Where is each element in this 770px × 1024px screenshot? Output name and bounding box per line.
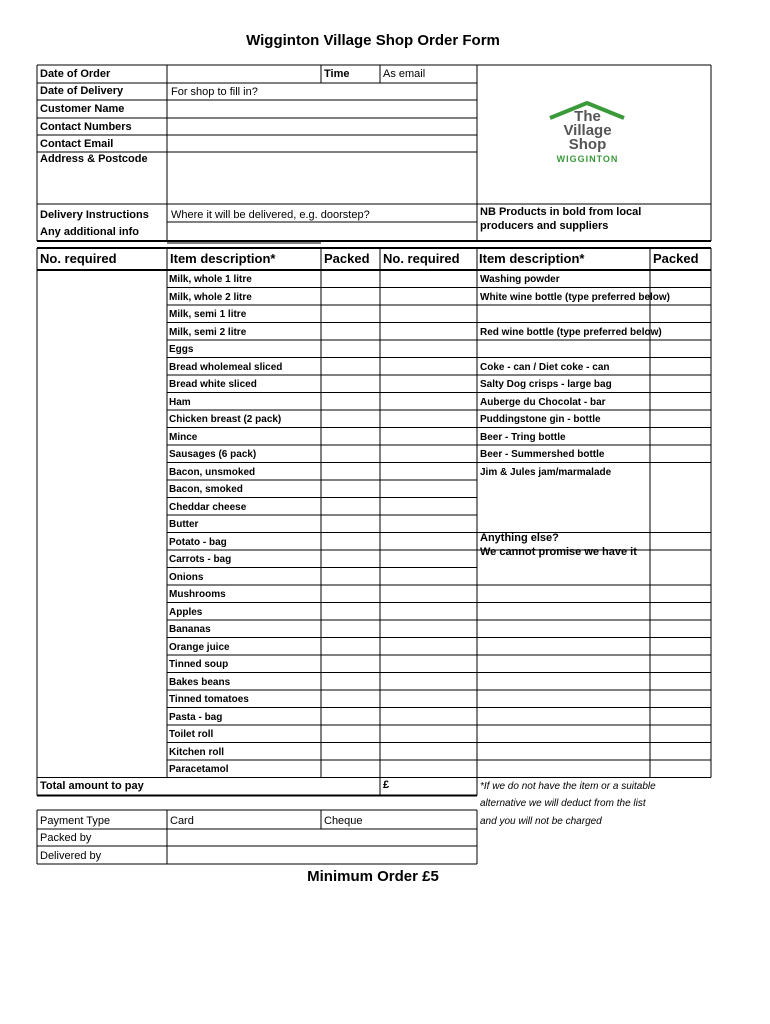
col-no-required: No. required: [40, 251, 117, 266]
label-packed-by: Packed by: [40, 832, 92, 844]
right-item-label: Red wine bottle (type preferred below): [480, 326, 662, 338]
right-item-label: Puddingstone gin - bottle: [480, 414, 601, 425]
left-item-label: Kitchen roll: [169, 746, 225, 758]
left-item-label: Mushrooms: [169, 589, 226, 600]
left-item-label: Milk, whole 2 litre: [169, 291, 252, 303]
footnote-line1: *If we do not have the item or a suitable: [480, 781, 656, 792]
right-item-label: Auberge du Chocolat - bar: [480, 396, 606, 408]
option-cheque[interactable]: Cheque: [324, 815, 363, 827]
left-item-label: Chicken breast (2 pack): [169, 414, 282, 425]
left-item-label: Butter: [169, 519, 199, 530]
date-of-order-field[interactable]: [169, 67, 323, 83]
as-email-value: As email: [383, 68, 426, 80]
anything-else-line2: We cannot promise we have it: [480, 546, 637, 558]
left-item-label: Eggs: [169, 344, 194, 355]
left-item-label: Bacon, smoked: [169, 484, 243, 495]
village-shop-logo: [540, 100, 635, 168]
left-item-label: Milk, semi 2 litre: [169, 326, 247, 338]
left-item-label: Orange juice: [169, 641, 230, 653]
right-item-label: Beer - Summershed bottle: [480, 449, 605, 460]
footnote-line2: alternative we will deduct from the list: [480, 798, 646, 809]
logo-shop: Shop: [568, 136, 607, 153]
anything-else-line1: Anything else?: [480, 532, 559, 544]
delivery-placeholder: Where it will be delivered, e.g. doorstep?: [171, 209, 370, 221]
label-payment-type: Payment Type: [40, 815, 111, 827]
right-item-label: Salty Dog crisps - large bag: [480, 379, 612, 390]
left-item-label: Bread wholemeal sliced: [169, 361, 283, 373]
contact-numbers-field[interactable]: [169, 120, 477, 136]
left-item-label: Milk, whole 1 litre: [169, 274, 252, 285]
label-contact-email: Contact Email: [40, 138, 114, 150]
right-item-label: Beer - Tring bottle: [480, 431, 566, 443]
right-item-label: White wine bottle (type preferred below): [480, 291, 671, 303]
col-item-description: Item description*: [170, 251, 276, 266]
label-contact-numbers: Contact Numbers: [40, 121, 132, 133]
right-item-label: Coke - can / Diet coke - can: [480, 361, 610, 373]
left-item-label: Bakes beans: [169, 676, 231, 688]
left-item-label: Paracetamol: [169, 764, 229, 775]
left-item-label: Sausages (6 pack): [169, 449, 257, 460]
left-item-label: Onions: [169, 571, 204, 583]
col-packed: Packed: [324, 251, 370, 266]
left-item-label: Bread white sliced: [169, 379, 257, 390]
left-item-label: Bananas: [169, 624, 211, 635]
label-time: Time: [324, 68, 350, 80]
left-item-label: Tinned tomatoes: [169, 694, 249, 705]
left-item-label: Potato - bag: [169, 536, 227, 548]
col-item-description-2: Item description*: [479, 251, 585, 266]
label-customer-name: Customer Name: [40, 103, 125, 115]
total-currency: £: [383, 779, 390, 791]
left-item-label: Bacon, unsmoked: [169, 466, 256, 478]
left-item-label: Tinned soup: [169, 659, 229, 670]
for-shop-note: For shop to fill in?: [171, 86, 258, 98]
left-item-label: Ham: [169, 396, 191, 408]
label-date-of-delivery: Date of Delivery: [40, 85, 124, 97]
left-item-label: Mince: [169, 431, 198, 443]
form-title: Wigginton Village Shop Order Form: [246, 32, 500, 49]
label-address-postcode: Address & Postcode: [40, 153, 148, 165]
logo-the: The: [574, 108, 601, 125]
label-date-of-order: Date of Order: [40, 68, 111, 80]
logo-wigginton: WIGGINTON: [556, 154, 619, 164]
left-item-label: Pasta - bag: [169, 711, 223, 723]
logo-village: Village: [563, 122, 612, 139]
left-item-label: Toilet roll: [169, 729, 214, 740]
nb-note-line2: producers and suppliers: [480, 220, 609, 232]
minimum-order: Minimum Order £5: [307, 868, 439, 885]
left-item-label: Carrots - bag: [169, 554, 232, 565]
col-no-required-2: No. required: [383, 251, 460, 266]
label-additional-info: Any additional info: [40, 226, 139, 238]
customer-name-field[interactable]: [169, 102, 477, 118]
left-item-label: Apples: [169, 606, 203, 618]
left-item-label: Milk, semi 1 litre: [169, 309, 247, 320]
label-delivery-instructions: Delivery Instructions: [40, 209, 149, 221]
option-card[interactable]: Card: [170, 815, 194, 827]
right-item-label: Washing powder: [480, 274, 560, 285]
total-label: Total amount to pay: [40, 780, 144, 792]
left-item-label: Cheddar cheese: [169, 501, 247, 513]
contact-email-field[interactable]: [169, 137, 477, 153]
right-item-label: Jim & Jules jam/marmalade: [480, 466, 612, 478]
label-delivered-by: Delivered by: [40, 850, 102, 862]
col-packed-2: Packed: [653, 251, 699, 266]
nb-note-line1: NB Products in bold from local: [480, 206, 642, 218]
footnote-line3: and you will not be charged: [480, 816, 602, 827]
address-field[interactable]: [169, 154, 477, 204]
